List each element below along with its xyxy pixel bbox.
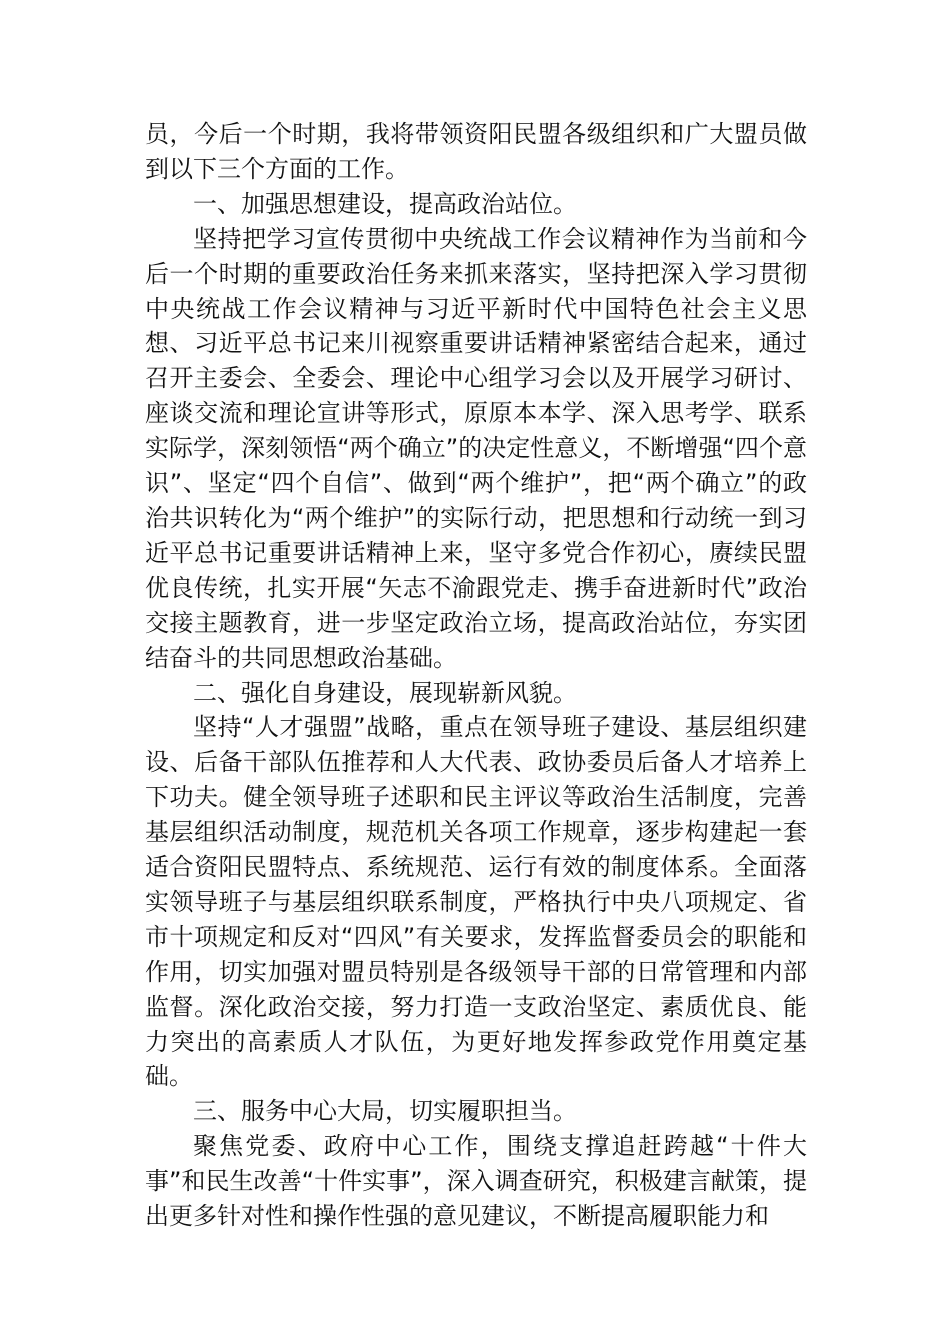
paragraph-section-3: 聚焦党委、政府中心工作，围绕支撑追赶跨越“十件大事”和民生改善“十件实事”，深入调查研究，积极建言献策，提出更多针对性和操作性强的意见建议，不断提高履职能力和: [145, 1132, 807, 1231]
paragraph-section-2: 坚持“人才强盟”战略，重点在领导班子建设、基层组织建设、后备干部队伍推荐和人大代表、政协委员后备人才培养上下功夫。健全领导班子述职和民主评议等政治生活制度，完善基层组织活动制度，规范机关各项工作规章，逐步构建起一套适合资阳民盟特点、系统规范、运行有效的制度体系。全面落实领导班子与基层组织联系制度，严格执行中央八项规定、省市十项规定和反对“四风”有关要求，发挥监督委员会的职能和作用，切实加强对盟员特别是各级领导干部的日常管理和内部监督。深化政治交接，努力打造一支政治坚定、素质优良、能力突出的高素质人才队伍，为更好地发挥参政党作用奠定基础。: [145, 713, 807, 1091]
paragraph-section-1: 坚持把学习宣传贯彻中央统战工作会议精神作为当前和今后一个时期的重要政治任务来抓来落实，坚持把深入学习贯彻中央统战工作会议精神与习近平新时代中国特色社会主义思想、习近平总书记来川视察重要讲话精神紧密结合起来，通过召开主委会、全委会、理论中心组学习会以及开展学习研讨、座谈交流和理论宣讲等形式，原原本本学、深入思考学、联系实际学，深刻领悟“两个确立”的决定性意义，不断增强“四个意识”、坚定“四个自信”、做到“两个维护”，把“两个确立”的政治共识转化为“两个维护”的实际行动，把思想和行动统一到习近平总书记重要讲话精神上来，坚守多党合作初心，赓续民盟优良传统，扎实开展“矢志不渝跟党走、携手奋进新时代”政治交接主题教育，进一步坚定政治立场，提高政治站位，夯实团结奋斗的共同思想政治基础。: [145, 224, 807, 672]
heading-section-2: 二、强化自身建设，展现崭新风貌。: [193, 678, 577, 707]
document-body: [145, 117, 807, 1234]
heading-section-3: 三、服务中心大局，切实履职担当。: [193, 1097, 577, 1126]
paragraph-intro: 员，今后一个时期，我将带领资阳民盟各级组织和广大盟员做到以下三个方面的工作。: [145, 120, 807, 183]
heading-section-1: 一、加强思想建设，提高政治站位。: [193, 189, 577, 218]
